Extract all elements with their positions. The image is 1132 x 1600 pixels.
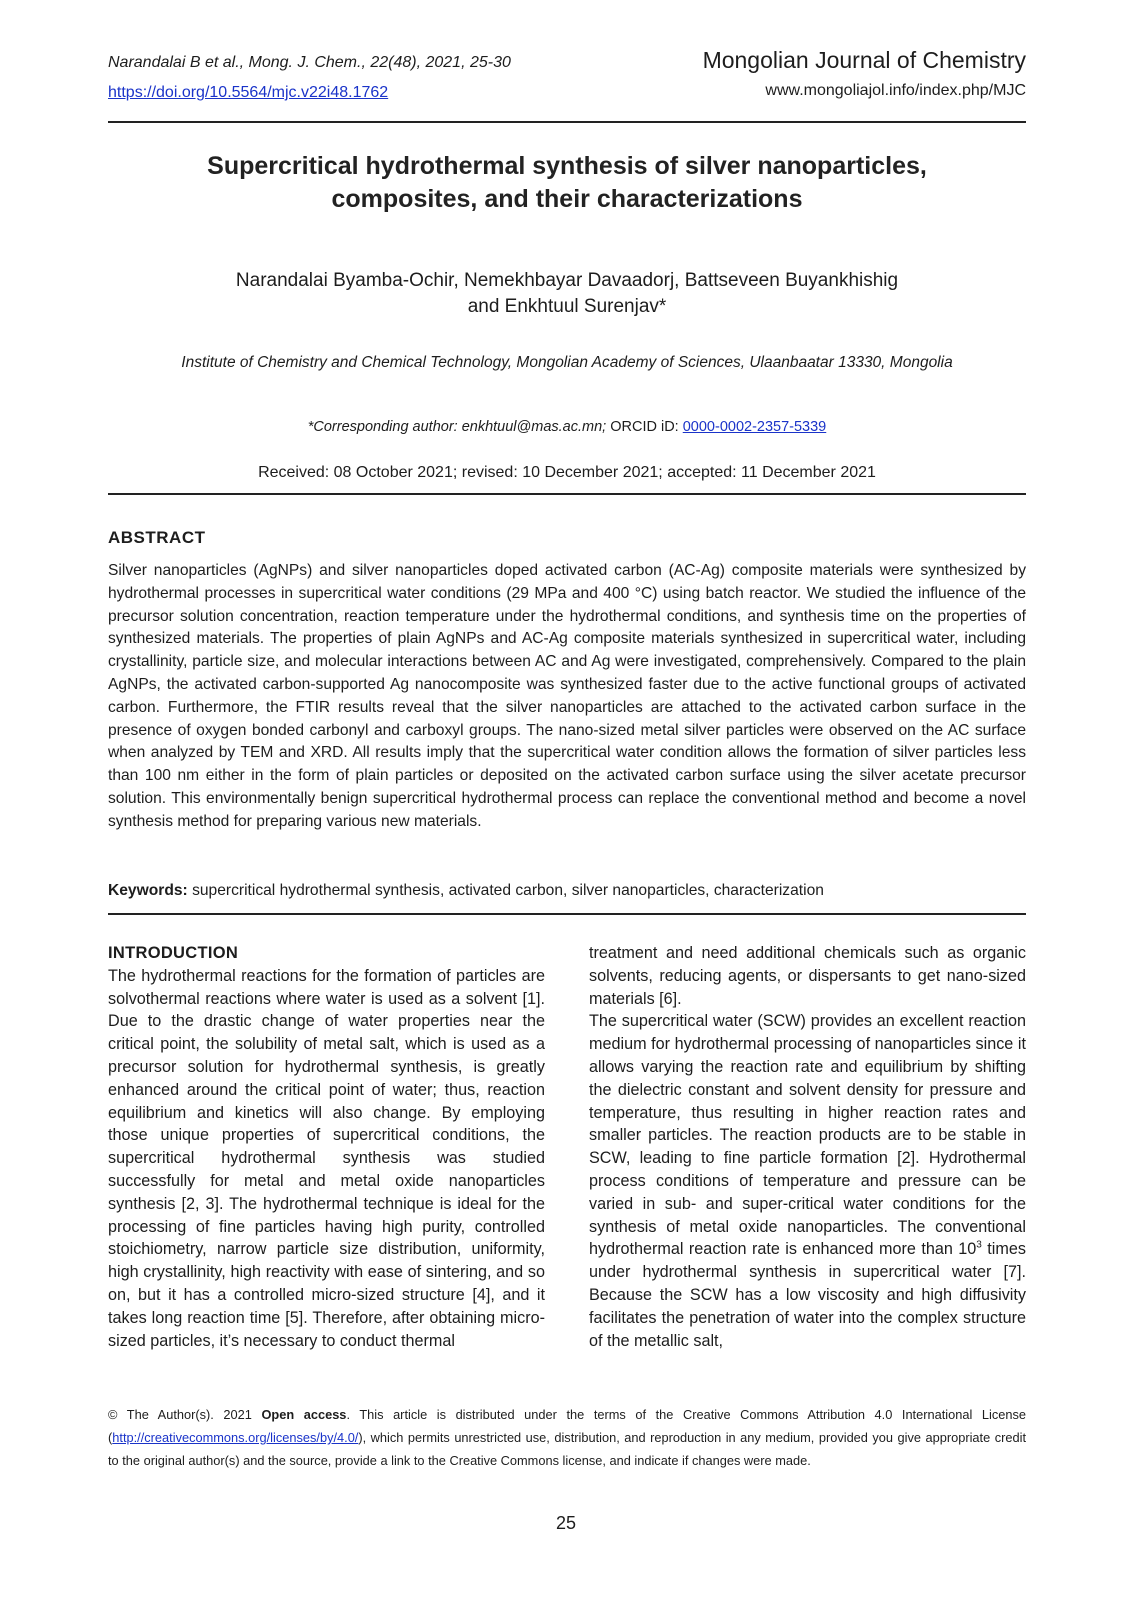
abstract-heading: ABSTRACT — [108, 528, 206, 547]
corresponding-author — [108, 417, 1026, 437]
orcid-link[interactable]: 0000-0002-2357-5339 — [682, 419, 827, 435]
journal-name: Mongolian Journal of Chemistry — [702, 47, 1026, 73]
keywords-label: Keywords: — [108, 882, 188, 899]
title-line: Supercritical hydrothermal synthesis of silver nanoparticles, — [207, 152, 927, 180]
section-heading: INTRODUCTION — [108, 944, 239, 962]
page-number: 25 — [555, 1513, 577, 1533]
license-text: ), which permits unrestricted use, distribution, and reproduction in any medium, provided you give appropriate credit to the original author(s) and the source, provide a link to the Creative Commons license, and indicate if changes were made. — [108, 1430, 1026, 1468]
keywords-divider — [108, 913, 1026, 915]
authors-line: Narandalai Byamba-Ochir, Nemekhbayar Davaadorj, Battseveen Buyankhishig — [235, 270, 899, 291]
citation: Narandalai B et al., Mong. J. Chem., 22(48), 2021, 25-30 — [108, 54, 511, 71]
paragraph-text: The supercritical water (SCW) provides an excellent reaction medium for hydrothermal processing of nanoparticles since it allows varying the reaction rate and equilibrium by shifting the dielectric constant and solvent density for pressure and temperature, thus resulting in higher reaction rates and smaller particles. The reaction products are to be stable in SCW, leading to fine particle formation [2]. Hydrothermal process conditions of temperature and pressure can be varied in sub- and super-critical water conditions for the synthesis of metal oxide nanoparticles. The conventional hydrothermal reaction rate is enhanced more than 10 — [589, 1012, 1026, 1259]
corresponding-text: *Corresponding author: enkhtuul@mas.ac.mn; — [307, 419, 607, 435]
authors — [108, 268, 1026, 320]
dates-divider — [108, 493, 1026, 495]
license-text: . This article is distributed under the terms of the Creative Commons Attribution 4.0 International License ( — [108, 1407, 1026, 1445]
paragraph — [589, 1010, 1026, 1352]
header-divider — [108, 121, 1026, 123]
paper-title — [108, 150, 1026, 216]
doi-link[interactable]: https://doi.org/10.5564/mjc.v22i48.1762 — [108, 84, 389, 101]
article-dates: Received: 08 October 2021; revised: 10 December 2021; accepted: 11 December 2021 — [258, 464, 876, 481]
license-text: © The Author(s). 2021 — [108, 1407, 262, 1422]
title-line: composites, and their characterizations — [331, 185, 803, 213]
authors-line: and Enkhtuul Surenjav* — [467, 296, 667, 317]
abstract-text: Silver nanoparticles (AgNPs) and silver nanoparticles doped activated carbon (AC-Ag) composite materials were synthesized by hydrothermal processes in supercritical water conditions (29 MPa and 400 °C) using batch reactor. We studied the influence of the precursor solution concentration, reaction temperature under the hydrothermal conditions, and synthesis time on the properties of synthesized materials. The properties of plain AgNPs and AC-Ag composite materials synthesized in supercritical water, including crystallinity, particle size, and molecular interactions between AC and Ag were investigated, comprehensively. Compared to the plain AgNPs, the activated carbon-supported Ag nanocomposite was synthesized faster due to the active functional groups of activated carbon. Furthermore, the FTIR results reveal that the silver nanoparticles are attached to the activated carbon surface in the presence of oxygen bonded carbonyl and carboxyl groups. The nano-sized metal silver particles were observed on the AC surface when analyzed by TEM and XRD. All results imply that the supercritical water condition allows the formation of silver particles less than 100 nm either in the form of plain particles or deposited on the activated carbon surface using the silver acetate precursor solution. This environmentally benign supercritical hydrothermal process can replace the conventional method and become a novel synthesis method for preparing various new materials. — [108, 562, 1026, 830]
paragraph-text: times under hydrothermal synthesis in supercritical water [7]. Because the SCW has a low viscosity and high diffusivity facilitates the penetration of water into the complex structure of the metallic salt, — [589, 1240, 1026, 1350]
intro-right-column — [589, 942, 1026, 1352]
superscript: 3 — [976, 1239, 982, 1251]
orcid-label: ORCID iD: — [610, 419, 679, 435]
keywords-text: supercritical hydrothermal synthesis, activated carbon, silver nanoparticles, characterization — [192, 882, 824, 899]
journal-header — [703, 46, 1026, 102]
journal-website: www.mongoliajol.info/index.php/MJC — [765, 82, 1026, 99]
running-header — [108, 52, 511, 104]
paragraph: The hydrothermal reactions for the formation of particles are solvothermal reactions where water is used as a solvent [1]. Due to the drastic change of water properties near the critical point, the solubility of metal salt, which is used as a precursor solution for hydrothermal synthesis, is greatly enhanced around the critical point of water; thus, reaction equilibrium and kinetics will also change. By employing those unique properties of supercritical conditions, the supercritical hydrothermal synthesis was studied successfully for metal and metal oxide nanoparticles synthesis [2, 3]. The hydrothermal technique is ideal for the processing of fine particles having high purity, controlled stoichiometry, narrow particle size distribution, uniformity, high crystallinity, high reactivity with ease of sintering, and so on, but it has a controlled micro-sized structure [4], and it takes long reaction time [5]. Therefore, after obtaining micro-sized particles, it’s necessary to conduct thermal — [108, 966, 545, 1350]
keywords — [108, 880, 1026, 902]
paragraph: treatment and need additional chemicals such as organic solvents, reducing agents, or dispersants to get nano-sized materials [6]. — [589, 944, 1026, 1008]
affiliation: Institute of Chemistry and Chemical Technology, Mongolian Academy of Sciences, Ulaanbaatar 13330, Mongolia — [181, 354, 953, 371]
open-access-label: Open access — [261, 1407, 347, 1422]
license-notice — [108, 1403, 1026, 1472]
license-link[interactable]: http://creativecommons.org/licenses/by/4.0/ — [112, 1430, 359, 1445]
intro-left-column — [108, 942, 545, 1352]
